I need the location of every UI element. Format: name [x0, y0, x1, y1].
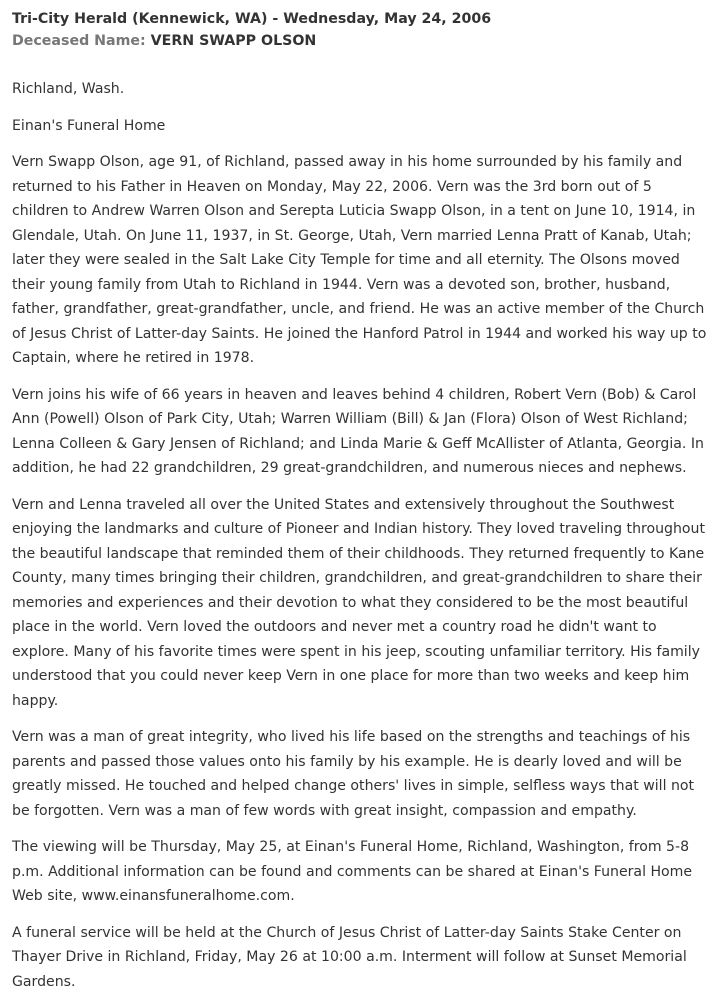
obituary-paragraph: Vern and Lenna traveled all over the United States and extensively throughout the Southwest enjoying the landmarks and culture of Pioneer and Indian history. They loved traveling throughout the beautiful landscape that reminded them of their childhoods. They returned frequently to Kane County, many times bringing their children, grandchildren, and great-grandchildren to share their memories and experiences and their devotion to what they considered to be the most beautiful place in the world. Vern loved the outdoors and never met a country road he didn't want to explore. Many of his favorite times were spent in his jeep, scouting unfamiliar territory. His family understood that you could never keep Vern in one place for more than two weeks and keep him happy. — [12, 493, 711, 714]
viewing-paragraph: The viewing will be Thursday, May 25, at Einan's Funeral Home, Richland, Washington, from 5-8 p.m. Additional information can be found and comments can be shared at Einan's Funeral Home Web site, www.einansfuneralhome.com. — [12, 835, 711, 909]
obituary-paragraph: Vern joins his wife of 66 years in heaven and leaves behind 4 children, Robert Vern (Bob) & Carol Ann (Powell) Olson of Park City, Utah; Warren William (Bill) & Jan (Flora) Olson of West Richland; Lenna Colleen & Gary Jensen of Richland; and Linda Marie & Geff McAllister of Atlanta, Georgia. In addition, he had 22 grandchildren, 29 great-grandchildren, and numerous nieces and nephews. — [12, 383, 711, 481]
publication-name: Tri-City Herald (Kennewick, WA) — [12, 11, 267, 27]
publication-date: Wednesday, May 24, 2006 — [283, 11, 491, 27]
funeral-home-line: Einan's Funeral Home — [12, 114, 711, 139]
service-paragraph: A funeral service will be held at the Church of Jesus Christ of Latter-day Saints Stake Center on Thayer Drive in Richland, Friday, May 26 at 10:00 a.m. Interment will follow at Sunset Memorial Gardens. — [12, 921, 711, 994]
deceased-name-label: Deceased Name: — [12, 33, 146, 49]
obituary-paragraph: Vern was a man of great integrity, who lived his life based on the strengths and teachings of his parents and passed those values onto his family by his example. He is dearly loved and will be greatly missed. He touched and helped change others' lives in simple, selfless ways that will not be forgotten. Vern was a man of few words with great insight, compassion and empathy. — [12, 725, 711, 823]
publication-header — [12, 8, 711, 30]
location-line: Richland, Wash. — [12, 77, 711, 102]
deceased-name: VERN SWAPP OLSON — [151, 33, 317, 49]
obituary-paragraph: Vern Swapp Olson, age 91, of Richland, passed away in his home surrounded by his family and returned to his Father in Heaven on Monday, May 22, 2006. Vern was the 3rd born out of 5 children to Andrew Warren Olson and Serepta Luticia Swapp Olson, in a tent on June 10, 1914, in Glendale, Utah. On June 11, 1937, in St. George, Utah, Vern married Lenna Pratt of Kanab, Utah; later they were sealed in the Salt Lake City Temple for time and all eternity. The Olsons moved their young family from Utah to Richland in 1944. Vern was a devoted son, brother, husband, father, grandfather, great-grandfather, uncle, and friend. He was an active member of the Church of Jesus Christ of Latter-day Saints. He joined the Hanford Patrol in 1944 and worked his way up to Captain, where he retired in 1978. — [12, 150, 711, 371]
deceased-name-line — [12, 30, 711, 52]
obituary-body — [12, 77, 711, 994]
header-separator: - — [267, 11, 283, 27]
